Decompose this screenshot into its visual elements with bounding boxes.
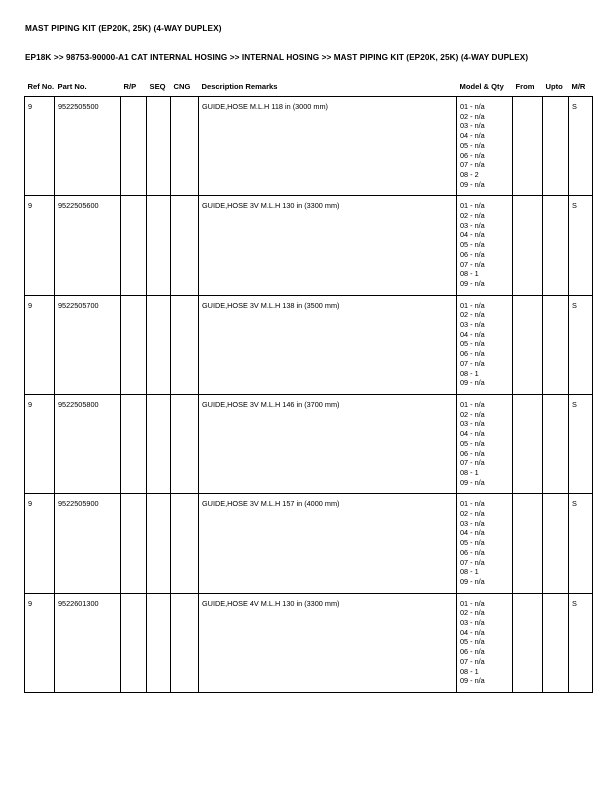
cell-from: [513, 394, 543, 493]
model-qty-line: 06 - n/a: [460, 547, 485, 557]
model-qty-line: 04 - n/a: [460, 627, 485, 637]
cell-seq: [147, 494, 171, 593]
cell-cng: [171, 196, 199, 295]
model-qty-line: 09 - n/a: [460, 278, 485, 288]
cell-seq: [147, 593, 171, 692]
model-qty-line: 03 - n/a: [460, 320, 485, 330]
model-qty-line: 01 - n/a: [460, 102, 485, 111]
cell-mr: S: [569, 394, 593, 493]
table-header: [25, 82, 593, 97]
cell-upto: [543, 196, 569, 295]
model-qty-line: 01 - n/a: [460, 598, 485, 608]
cell-cng: [171, 494, 199, 593]
table-row: [25, 196, 593, 295]
model-qty-line: 08 - 1: [460, 368, 479, 378]
cell-ref-no: 9: [25, 494, 55, 593]
model-qty-line: 07 - n/a: [460, 259, 485, 269]
cell-upto: [543, 97, 569, 196]
cell-rp: [121, 196, 147, 295]
model-qty-line: 06 - n/a: [460, 448, 485, 458]
table-row: [25, 593, 593, 692]
cell-mr: S: [569, 593, 593, 692]
column-header-seq: SEQ: [147, 82, 171, 97]
model-qty-line: 03 - n/a: [460, 618, 485, 628]
model-qty-line: 05 - n/a: [460, 538, 485, 548]
cell-model-qty: [457, 97, 513, 196]
cell-from: [513, 295, 543, 394]
model-qty-line: 05 - n/a: [460, 438, 485, 448]
cell-seq: [147, 97, 171, 196]
model-qty-line: 02 - n/a: [460, 111, 485, 121]
cell-ref-no: 9: [25, 97, 55, 196]
model-qty-line: 04 - n/a: [460, 329, 485, 339]
table-row: [25, 494, 593, 593]
description-text: GUIDE,HOSE 3V M.L.H 138 in (3500 mm): [202, 300, 340, 310]
model-qty-line: 09 - n/a: [460, 179, 485, 189]
cell-upto: [543, 295, 569, 394]
cell-ref-no: 9: [25, 593, 55, 692]
column-header-description: Description Remarks: [199, 82, 457, 97]
model-qty-line: 05 - n/a: [460, 240, 485, 250]
table-row: [25, 295, 593, 394]
model-qty-line: 04 - n/a: [460, 230, 485, 240]
column-header-ref-no: Ref No.: [25, 82, 55, 97]
cell-cng: [171, 593, 199, 692]
model-qty-line: 07 - n/a: [460, 458, 485, 468]
cell-part-no: 9522505600: [55, 196, 121, 295]
model-qty-line: 03 - n/a: [460, 121, 485, 131]
cell-ref-no: 9: [25, 196, 55, 295]
cell-cng: [171, 394, 199, 493]
cell-part-no: 9522505900: [55, 494, 121, 593]
model-qty-line: 07 - n/a: [460, 656, 485, 666]
model-qty-line: 06 - n/a: [460, 647, 485, 657]
cell-mr: S: [569, 295, 593, 394]
cell-model-qty: [457, 593, 513, 692]
cell-model-qty: [457, 494, 513, 593]
model-qty-line: 09 - n/a: [460, 378, 485, 388]
cell-seq: [147, 295, 171, 394]
cell-rp: [121, 494, 147, 593]
cell-rp: [121, 295, 147, 394]
model-qty-line: 06 - n/a: [460, 349, 485, 359]
column-header-mr: M/R: [569, 82, 593, 97]
model-qty-line: 07 - n/a: [460, 557, 485, 567]
model-qty-line: 09 - n/a: [460, 676, 485, 686]
parts-table: [24, 82, 593, 693]
description-text: GUIDE,HOSE 3V M.L.H 146 in (3700 mm): [202, 399, 340, 409]
cell-from: [513, 593, 543, 692]
cell-model-qty: [457, 295, 513, 394]
model-qty-line: 01 - n/a: [460, 201, 485, 211]
cell-rp: [121, 97, 147, 196]
cell-description: [199, 494, 457, 593]
cell-mr: S: [569, 196, 593, 295]
cell-description: [199, 97, 457, 196]
model-qty-line: 07 - n/a: [460, 160, 485, 170]
cell-ref-no: 9: [25, 295, 55, 394]
model-qty-line: 08 - 1: [460, 269, 479, 279]
cell-part-no: 9522505700: [55, 295, 121, 394]
cell-part-no: 9522505800: [55, 394, 121, 493]
table-row: [25, 394, 593, 493]
column-header-part-no: Part No.: [55, 82, 121, 97]
cell-model-qty: [457, 196, 513, 295]
breadcrumb: EP18K >> 98753-90000-A1 CAT INTERNAL HOSING >> INTERNAL HOSING >> MAST PIPING KIT (EP20K, 25K) (4-WAY DUPLEX): [25, 53, 529, 62]
model-qty-line: 08 - 1: [460, 567, 479, 577]
cell-description: [199, 295, 457, 394]
model-qty-line: 01 - n/a: [460, 300, 485, 310]
cell-description: [199, 394, 457, 493]
model-qty-line: 09 - n/a: [460, 477, 485, 487]
model-qty-line: 04 - n/a: [460, 131, 485, 141]
model-qty-line: 05 - n/a: [460, 339, 485, 349]
cell-part-no: 9522601300: [55, 593, 121, 692]
description-text: GUIDE,HOSE 3V M.L.H 157 in (4000 mm): [202, 499, 340, 509]
cell-cng: [171, 295, 199, 394]
cell-rp: [121, 593, 147, 692]
model-qty-line: 02 - n/a: [460, 409, 485, 419]
cell-cng: [171, 97, 199, 196]
model-qty-line: 01 - n/a: [460, 499, 485, 509]
description-text: GUIDE,HOSE M.L.H 118 in (3000 mm): [202, 102, 328, 111]
model-qty-line: 04 - n/a: [460, 528, 485, 538]
model-qty-line: 03 - n/a: [460, 220, 485, 230]
cell-mr: S: [569, 97, 593, 196]
model-qty-line: 04 - n/a: [460, 429, 485, 439]
model-qty-line: 06 - n/a: [460, 150, 485, 160]
column-header-upto: Upto: [543, 82, 569, 97]
description-text: GUIDE,HOSE 4V M.L.H 130 in (3300 mm): [202, 598, 340, 608]
column-header-from: From: [513, 82, 543, 97]
cell-description: [199, 593, 457, 692]
cell-mr: S: [569, 494, 593, 593]
table-body: [25, 97, 593, 693]
model-qty-line: 02 - n/a: [460, 211, 485, 221]
cell-part-no: 9522505500: [55, 97, 121, 196]
model-qty-line: 02 - n/a: [460, 509, 485, 519]
cell-ref-no: 9: [25, 394, 55, 493]
model-qty-line: 01 - n/a: [460, 399, 485, 409]
cell-upto: [543, 593, 569, 692]
model-qty-line: 05 - n/a: [460, 637, 485, 647]
model-qty-line: 03 - n/a: [460, 419, 485, 429]
table-row: [25, 97, 593, 196]
model-qty-line: 08 - 1: [460, 666, 479, 676]
model-qty-line: 02 - n/a: [460, 310, 485, 320]
cell-upto: [543, 494, 569, 593]
cell-from: [513, 494, 543, 593]
column-header-rp: R/P: [121, 82, 147, 97]
cell-upto: [543, 394, 569, 493]
page-title: MAST PIPING KIT (EP20K, 25K) (4-WAY DUPLEX): [25, 24, 222, 33]
cell-rp: [121, 394, 147, 493]
model-qty-line: 07 - n/a: [460, 358, 485, 368]
cell-from: [513, 97, 543, 196]
model-qty-line: 08 - 2: [460, 169, 479, 179]
model-qty-line: 03 - n/a: [460, 518, 485, 528]
cell-seq: [147, 394, 171, 493]
model-qty-line: 08 - 1: [460, 467, 479, 477]
column-header-cng: CNG: [171, 82, 199, 97]
model-qty-line: 06 - n/a: [460, 249, 485, 259]
cell-description: [199, 196, 457, 295]
cell-model-qty: [457, 394, 513, 493]
cell-from: [513, 196, 543, 295]
model-qty-line: 02 - n/a: [460, 608, 485, 618]
model-qty-line: 05 - n/a: [460, 140, 485, 150]
model-qty-line: 09 - n/a: [460, 576, 485, 586]
table-header-row: [25, 82, 593, 97]
description-text: GUIDE,HOSE 3V M.L.H 130 in (3300 mm): [202, 201, 340, 211]
cell-seq: [147, 196, 171, 295]
column-header-model-qty: Model & Qty: [457, 82, 513, 97]
